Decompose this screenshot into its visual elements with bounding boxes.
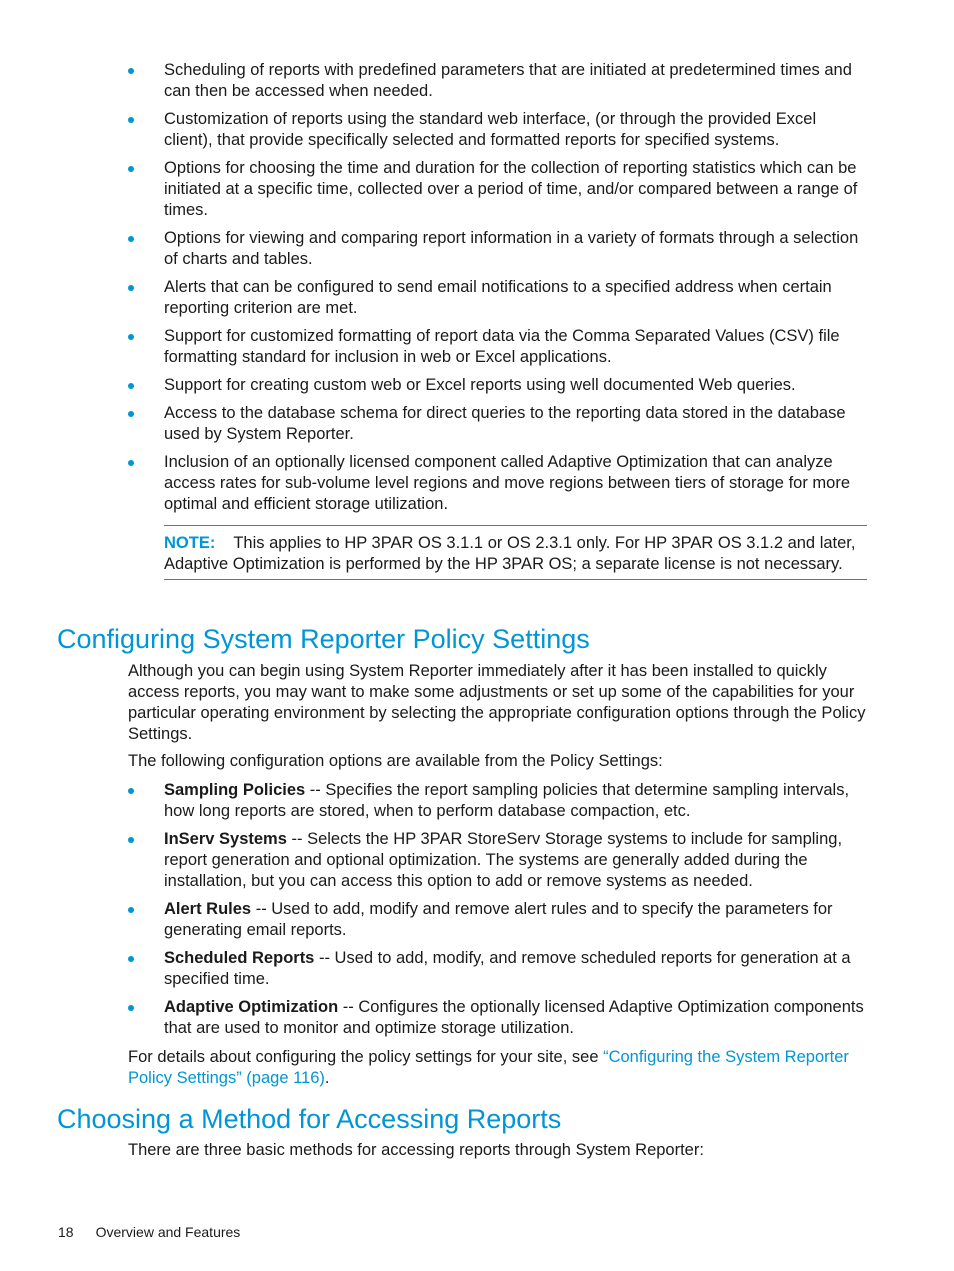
list-item: Alerts that can be configured to send email notifications to a specified address when certain reporting criterion are met.: [0, 277, 954, 319]
note-box: [164, 525, 867, 580]
section-heading-accessing-reports: Choosing a Method for Accessing Reports: [57, 1104, 562, 1134]
list-item: [0, 899, 954, 941]
policy-intro-paragraph: Although you can begin using System Reporter immediately after it has been installed to quickly access reports, you may want to make some adjustments or set up some of the capabilities for your particular operating environment by selecting the appropriate configuration options through the Policy Settings.: [128, 662, 866, 743]
bullet-icon: [128, 117, 134, 123]
option-description: -- Used to add, modify and remove alert rules and to specify the parameters for generating email reports.: [164, 900, 833, 939]
bullet-icon: [128, 956, 134, 962]
option-term: InServ Systems: [164, 830, 287, 848]
option-term: Adaptive Optimization: [164, 998, 339, 1016]
policy-options-list: [0, 780, 954, 1039]
policy-details-paragraph: For details about configuring the policy settings for your site, see “Configuring the System Reporter Policy Settings” (page 116).: [128, 1048, 849, 1087]
list-item: Customization of reports using the standard web interface, (or through the provided Excel client), that provide specifically selected and formatted reports for specified systems.: [0, 109, 954, 151]
policy-settings-link[interactable]: “Configuring the System Reporter Policy Settings” (page 116): [128, 1048, 849, 1087]
option-term: Scheduled Reports: [164, 949, 315, 967]
bullet-icon: [128, 788, 134, 794]
bullet-icon: [128, 236, 134, 242]
list-item: [0, 997, 954, 1039]
page-footer: [58, 1223, 240, 1241]
chapter-title: Overview and Features: [95, 1224, 241, 1240]
bullet-icon: [128, 334, 134, 340]
bullet-icon: [128, 907, 134, 913]
option-description: -- Used to add, modify, and remove scheduled reports for generation at a specified time.: [164, 949, 851, 988]
option-description: -- Selects the HP 3PAR StoreServ Storage systems to include for sampling, report generation and optional optimization. The systems are generally added during the installation, but you can access this option to add or remove systems as needed.: [164, 830, 843, 890]
list-item: Options for choosing the time and duration for the collection of reporting statistics which can be initiated at a specific time, collected over a period of time, and/or compared between a range of times.: [0, 158, 954, 221]
bullet-icon: [128, 837, 134, 843]
list-item: Support for creating custom web or Excel reports using well documented Web queries.: [0, 375, 954, 396]
bullet-icon: [128, 1005, 134, 1011]
list-item: [0, 780, 954, 822]
note-label: NOTE:: [164, 534, 216, 552]
bullet-icon: [128, 68, 134, 74]
list-item: Scheduling of reports with predefined parameters that are initiated at predetermined times and can then be accessed when needed.: [0, 60, 954, 102]
bullet-icon: [128, 285, 134, 291]
list-item: Support for customized formatting of report data via the Comma Separated Values (CSV) file formatting standard for inclusion in web or Excel applications.: [0, 326, 954, 368]
page-number: 18: [58, 1224, 74, 1240]
list-item: [0, 829, 954, 892]
option-term: Sampling Policies: [164, 781, 306, 799]
list-item: Inclusion of an optionally licensed component called Adaptive Optimization that can analyze access rates for sub-volume level regions and move regions between tiers of storage for more optimal and efficient storage utilization.: [0, 452, 954, 515]
list-item: Options for viewing and comparing report information in a variety of formats through a selection of charts and tables.: [0, 228, 954, 270]
option-term: Alert Rules: [164, 900, 252, 918]
section-heading-policy-settings: Configuring System Reporter Policy Settings: [57, 624, 590, 654]
list-item: [0, 948, 954, 990]
feature-list: [0, 60, 954, 515]
list-item: Access to the database schema for direct queries to the reporting data stored in the database used by System Reporter.: [0, 403, 954, 445]
policy-options-intro: The following configuration options are available from the Policy Settings:: [128, 752, 663, 770]
note-text: This applies to HP 3PAR OS 3.1.1 or OS 2.3.1 only. For HP 3PAR OS 3.1.2 and later, Adaptive Optimization is performed by the HP 3PAR OS; a separate license is not necessary.: [164, 534, 856, 573]
bullet-icon: [128, 383, 134, 389]
bullet-icon: [128, 411, 134, 417]
bullet-icon: [128, 166, 134, 172]
option-description: -- Specifies the report sampling policies that determine sampling intervals, how long reports are stored, when to perform database compaction, etc.: [164, 781, 850, 820]
access-methods-paragraph: There are three basic methods for accessing reports through System Reporter:: [128, 1141, 704, 1159]
option-description: -- Configures the optionally licensed Adaptive Optimization components that are used to monitor and optimize storage utilization.: [164, 998, 864, 1037]
bullet-icon: [128, 460, 134, 466]
